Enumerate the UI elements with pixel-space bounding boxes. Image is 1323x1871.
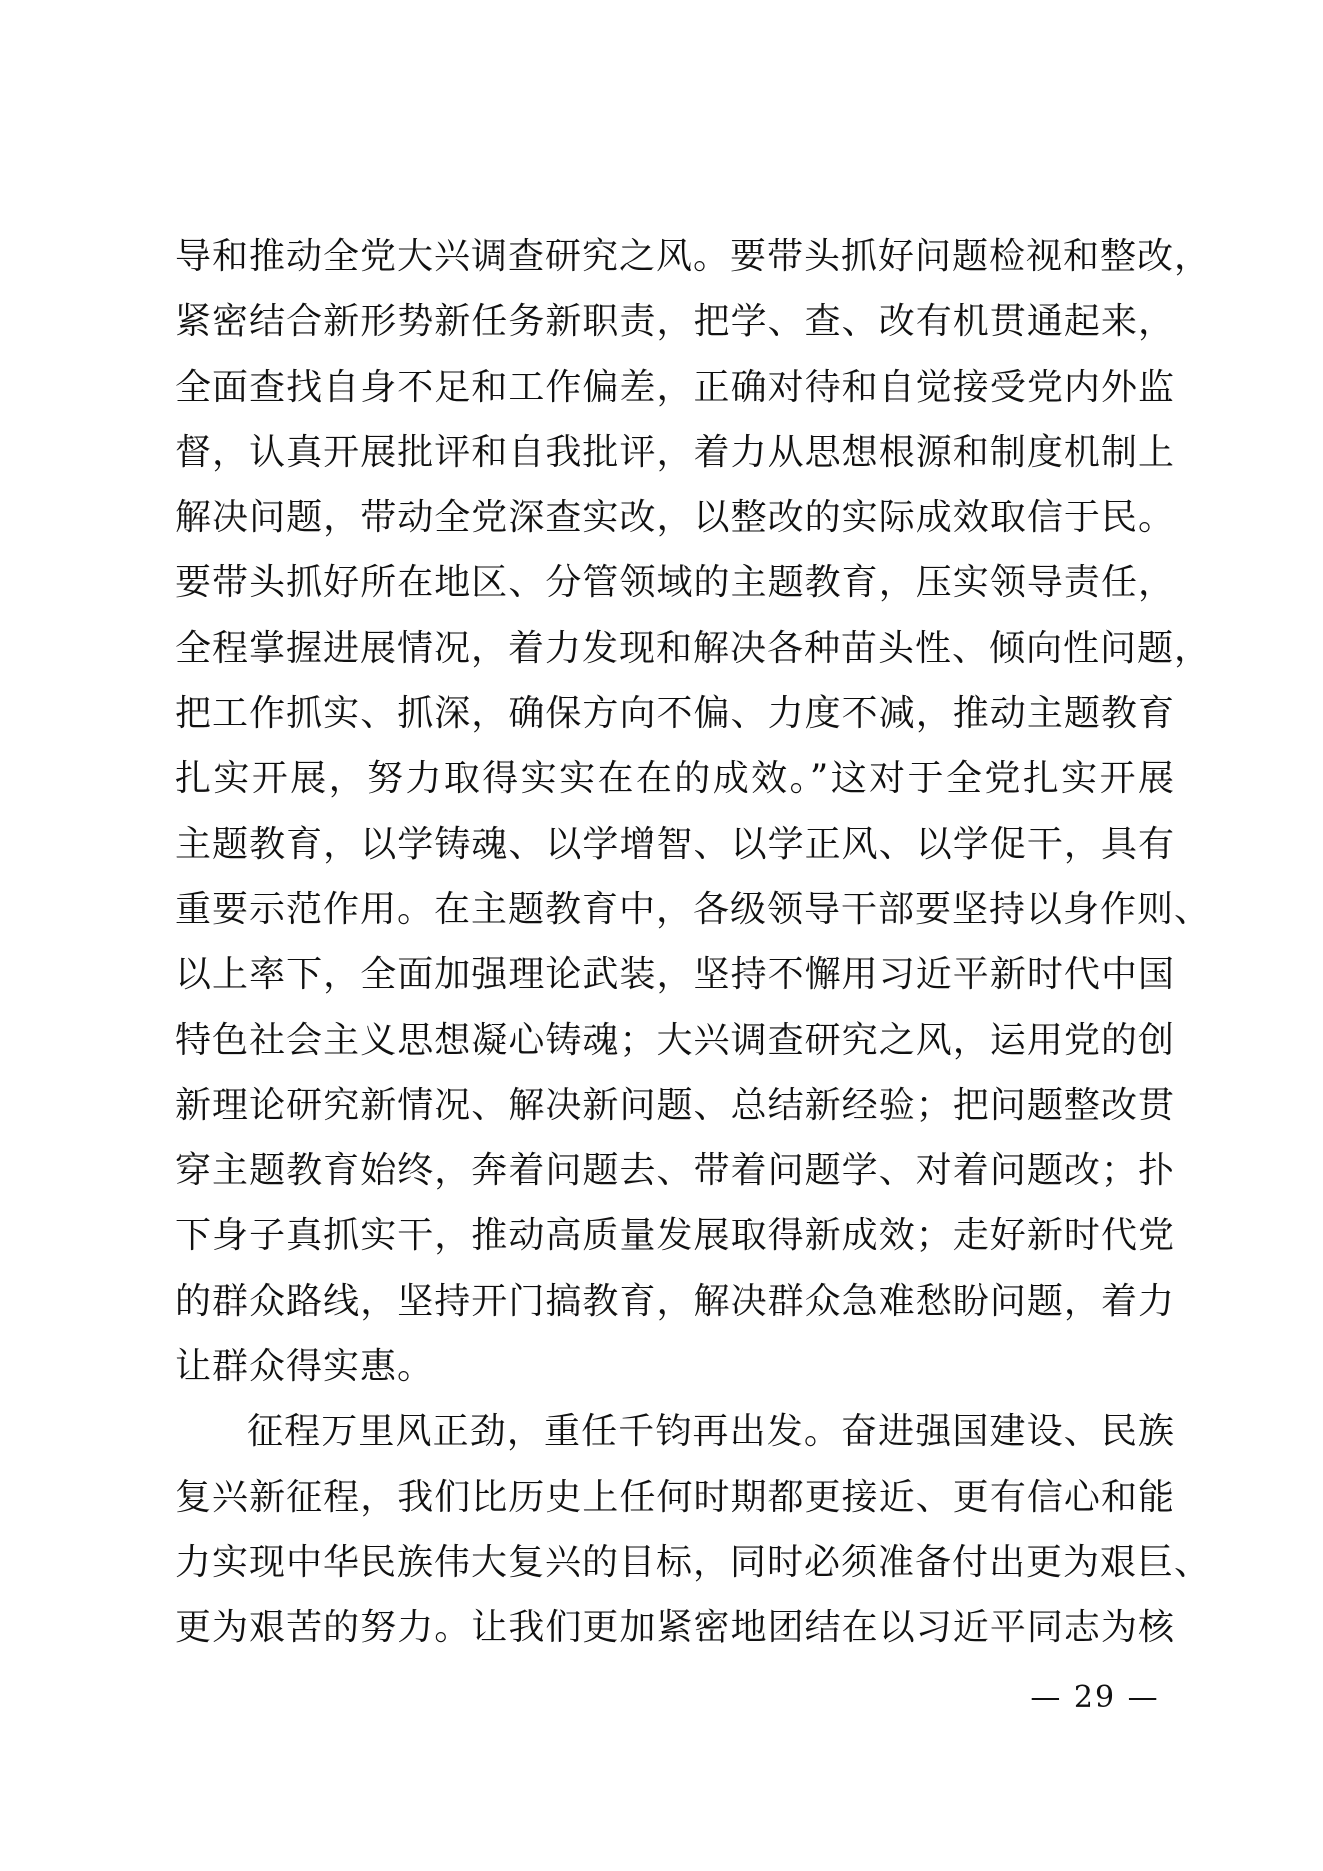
text-line-paragraph-start: 征程万里风正劲，重任千钧再出发。奋进强国建设、民族 — [247, 1411, 1175, 1453]
text-line: 督，认真开展批评和自我批评，着力从思想根源和制度机制上 — [175, 431, 1175, 473]
text-line: 全面查找自身不足和工作偏差，正确对待和自觉接受党内外监 — [175, 366, 1175, 408]
text-line-paragraph-end: 让群众得实惠。 — [175, 1346, 435, 1388]
text-line: 力实现中华民族伟大复兴的目标，同时必须准备付出更为艰巨、 — [175, 1541, 1212, 1583]
body-text — [175, 224, 1212, 1661]
text-line: 穿主题教育始终，奔着问题去、带着问题学、对着问题改；扑 — [175, 1150, 1175, 1192]
text-line: 的群众路线，坚持开门搞教育，解决群众急难愁盼问题，着力 — [175, 1280, 1175, 1322]
text-line: 全程掌握进展情况，着力发现和解决各种苗头性、倾向性问题， — [175, 627, 1212, 669]
text-line: 新理论研究新情况、解决新问题、总结新经验；把问题整改贯 — [175, 1084, 1175, 1126]
page-number: — 29 — — [1030, 1680, 1160, 1715]
text-line: 复兴新征程，我们比历史上任何时期都更接近、更有信心和能 — [175, 1476, 1175, 1518]
text-line: 把工作抓实、抓深，确保方向不偏、力度不减，推动主题教育 — [175, 693, 1175, 735]
text-line: 导和推动全党大兴调查研究之风。要带头抓好问题检视和整改， — [175, 236, 1212, 277]
text-line: 以上率下，全面加强理论武装，坚持不懈用习近平新时代中国 — [175, 954, 1175, 996]
text-line: 主题教育，以学铸魂、以学增智、以学正风、以学促干，具有 — [175, 823, 1175, 865]
text-line: 下身子真抓实干，推动高质量发展取得新成效；走好新时代党 — [175, 1215, 1175, 1257]
text-line: 解决问题，带动全党深查实改，以整改的实际成效取信于民。 — [175, 497, 1175, 539]
text-line: 扎实开展，努力取得实实在在的成效。”这对于全党扎实开展 — [175, 758, 1175, 800]
text-line: 特色社会主义思想凝心铸魂；大兴调查研究之风，运用党的创 — [175, 1019, 1175, 1061]
text-line: 更为艰苦的努力。让我们更加紧密地团结在以习近平同志为核 — [175, 1607, 1175, 1649]
text-line: 要带头抓好所在地区、分管领域的主题教育，压实领导责任， — [175, 562, 1175, 604]
text-line: 重要示范作用。在主题教育中，各级领导干部要坚持以身作则、 — [175, 888, 1212, 930]
text-line: 紧密结合新形势新任务新职责，把学、查、改有机贯通起来， — [175, 301, 1175, 343]
